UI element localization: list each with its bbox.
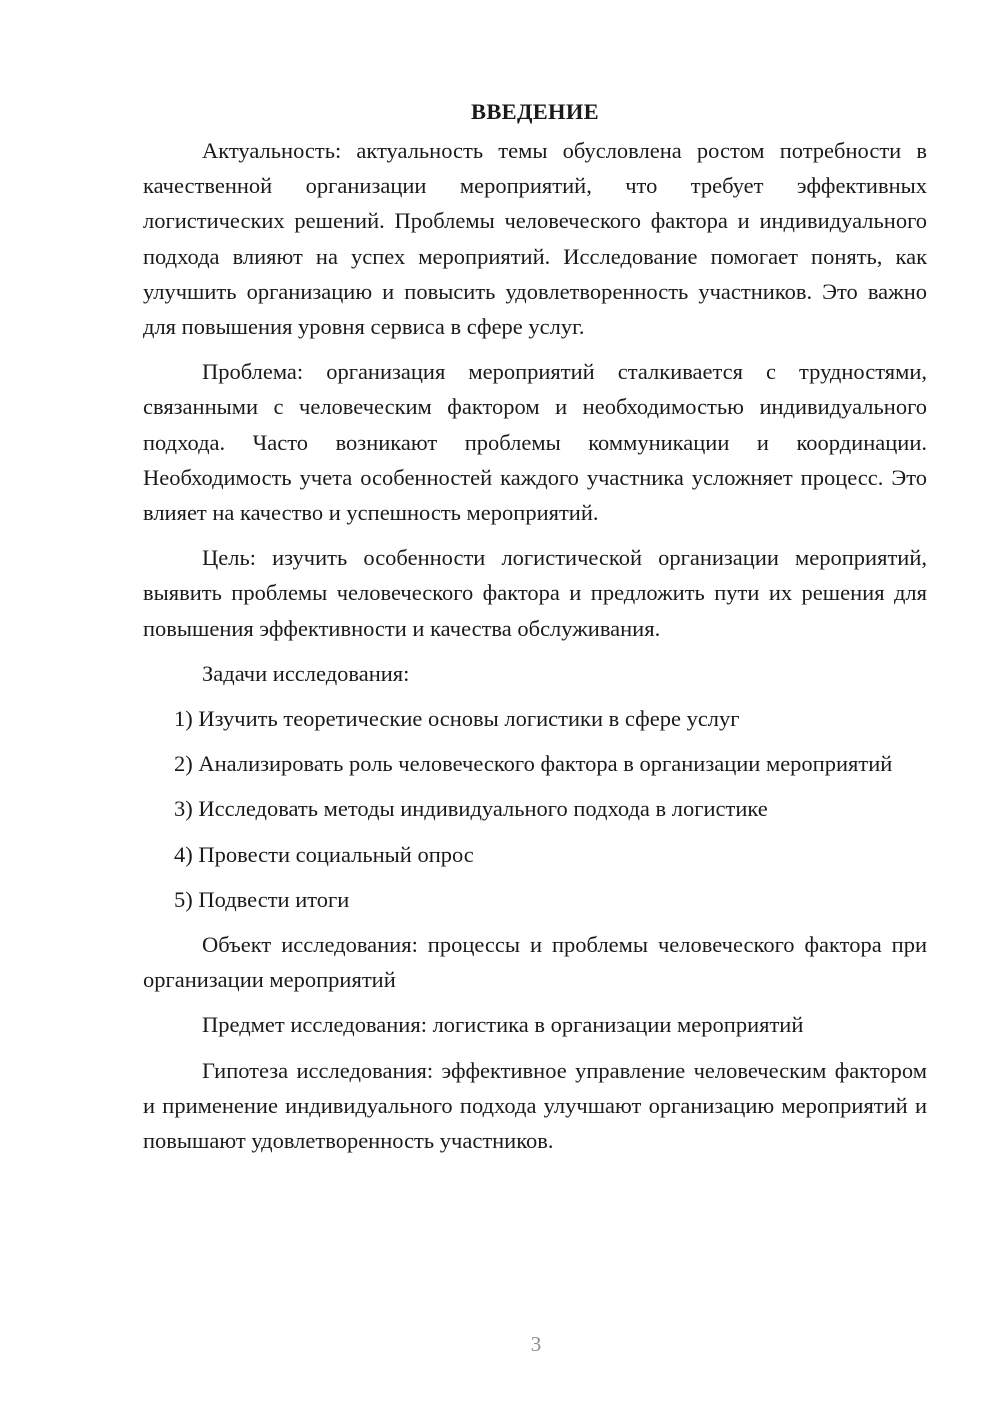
tasks-heading: Задачи исследования:: [202, 660, 410, 686]
page-title: ВВЕДЕНИЕ: [471, 99, 599, 124]
task-item-2: 2) Анализировать роль человеческого фактора в организации мероприятий: [174, 751, 893, 777]
task-item-3: 3) Исследовать методы индивидуального подхода в логистике: [174, 796, 768, 822]
relevance-paragraph: Актуальность: актуальность темы обусловлена ростом потребности в качественной организации мероприятий, что требует эффективных логистических решений. Проблемы человеческого фактора и индивидуального подхода влияют на успех мероприятий. Исследование помогает понять, как улучшить организацию и повысить удовлетворенность участников. Это важно для повышения уровня сервиса в сфере услуг.: [143, 138, 927, 340]
task-item-5: 5) Подвести итоги: [174, 886, 350, 912]
page-content: [143, 94, 927, 1158]
hypothesis-paragraph: Гипотеза исследования: эффективное управление человеческим фактором и применение индивидуального подхода улучшают организацию мероприятий и повышают удовлетворенность участников.: [143, 1057, 927, 1154]
task-item-4: 4) Провести социальный опрос: [174, 841, 474, 867]
subject-paragraph: Предмет исследования: логистика в организации мероприятий: [202, 1012, 804, 1038]
task-item-1: 1) Изучить теоретические основы логистики в сфере услуг: [174, 706, 740, 732]
page-number: 3: [530, 1332, 542, 1356]
object-paragraph: Объект исследования: процессы и проблемы человеческого фактора при организации мероприятий: [143, 932, 927, 993]
problem-paragraph: Проблема: организация мероприятий сталкивается с трудностями, связанными с человеческим фактором и необходимостью индивидуального подхода. Часто возникают проблемы коммуникации и координации. Необходимость учета особенностей каждого участника усложняет процесс. Это влияет на качество и успешность мероприятий.: [143, 359, 927, 526]
goal-paragraph: Цель: изучить особенности логистической организации мероприятий, выявить проблемы человеческого фактора и предложить пути их решения для повышения эффективности и качества обслуживания.: [143, 545, 927, 641]
